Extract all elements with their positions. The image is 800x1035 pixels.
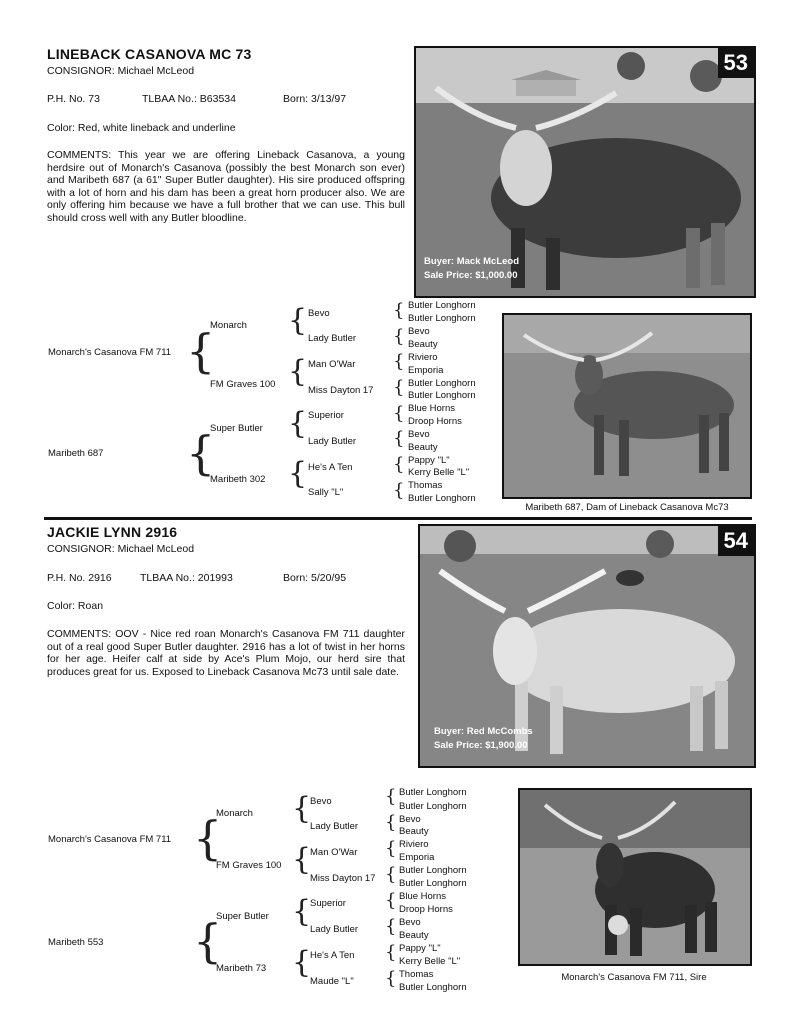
lot-53-born: Born: 3/13/97 xyxy=(283,93,347,105)
pedigree-ggg: Butler Longhorn xyxy=(408,390,476,401)
pedigree-ggg: Bevo xyxy=(399,917,421,928)
pedigree-ggg: Butler Longhorn xyxy=(399,865,467,876)
pedigree-gg: Bevo xyxy=(310,796,332,807)
pedigree-gg: Lady Butler xyxy=(308,436,357,447)
pedigree-ggg: Riviero xyxy=(408,352,438,363)
pedigree-gg: Superior xyxy=(310,898,346,909)
pedigree-dam: Maribeth 687 xyxy=(48,448,104,459)
pedigree-sire: Monarch's Casanova FM 711 xyxy=(48,834,172,845)
pedigree-ggg: Butler Longhorn xyxy=(399,982,467,993)
pedigree-ggg: Butler Longhorn xyxy=(408,313,476,324)
lot-54-born: Born: 5/20/95 xyxy=(283,572,347,584)
lot-53-ph-number: P.H. No. 73 xyxy=(47,93,100,105)
pedigree-ggg: Butler Longhorn xyxy=(399,787,467,798)
pedigree-ggg: Pappy "L" xyxy=(399,943,441,954)
brace: { xyxy=(186,426,216,480)
pedigree-gg: Maude "L" xyxy=(310,976,354,987)
pedigree-ggg: Pappy "L" xyxy=(408,455,450,466)
pedigree-ggg: Kerry Belle "L" xyxy=(399,956,461,967)
lot-53-tlbaa-number: TLBAA No.: B63534 xyxy=(142,93,236,105)
pedigree-ggg: Beauty xyxy=(408,442,438,453)
lot-53-number-badge: 53 xyxy=(718,48,754,78)
pedigree-ggg: Kerry Belle "L" xyxy=(408,467,470,478)
pedigree-g1: Monarch xyxy=(216,808,253,819)
pedigree-gg: He's A Ten xyxy=(308,462,353,473)
lot-53-dam-caption: Maribeth 687, Dam of Lineback Casanova Mc73 xyxy=(525,502,729,513)
lot-53-title: LINEBACK CASANOVA MC 73 xyxy=(47,46,252,62)
brace: { xyxy=(288,406,308,441)
pedigree-ggg: Blue Horns xyxy=(408,403,455,414)
pedigree-ggg: Emporia xyxy=(408,365,444,376)
lot-54-sire-photo xyxy=(518,788,752,966)
pedigree-ggg: Beauty xyxy=(399,826,429,837)
pedigree-g2: FM Graves 100 xyxy=(216,860,282,871)
pedigree-g3: Super Butler xyxy=(210,423,263,434)
pedigree-gg: Man O'War xyxy=(308,359,356,370)
pedigree-gg: Superior xyxy=(308,410,344,421)
pedigree-ggg: Butler Longhorn xyxy=(408,378,476,389)
brace: { xyxy=(186,324,216,378)
pedigree-gg: Sally "L" xyxy=(308,487,344,498)
pedigree-ggg: Droop Horns xyxy=(399,904,453,915)
pedigree-sire: Monarch's Casanova FM 711 xyxy=(48,347,172,358)
brace: { xyxy=(288,303,308,338)
lot-53-photo xyxy=(414,46,756,298)
lot-54-photo xyxy=(418,524,756,768)
pedigree-ggg: Droop Horns xyxy=(408,416,462,427)
pedigree-ggg: Butler Longhorn xyxy=(399,801,467,812)
pedigree-gg: Lady Butler xyxy=(310,821,359,832)
pedigree-ggg: Beauty xyxy=(399,930,429,941)
pedigree-ggg: Beauty xyxy=(408,339,438,350)
pedigree-g4: Maribeth 73 xyxy=(216,963,267,974)
pedigree-gg: Lady Butler xyxy=(310,924,359,935)
lot-54-color: Color: Roan xyxy=(47,600,104,612)
lot-53-comments: COMMENTS: This year we are offering Lineback Casanova, a young herdsire out of Monarch's Casanova (possibly the best Monarch son ever) and Maribeth 687 (a 61" Super Butler daughter). His sire produced offspring with a lot of horn and his dam has been a great horn producer also. We are only offering him because we have a full brother that we can use. This bull should cross well with any Butler bloodline. xyxy=(47,149,405,224)
lot-54-buyer: Buyer: Red McCombs xyxy=(434,726,533,737)
pedigree-ggg: Butler Longhorn xyxy=(399,878,467,889)
brace: { xyxy=(288,354,308,389)
pedigree-ggg: Butler Longhorn xyxy=(408,300,476,311)
lot-53-sale-price: Sale Price: $1,000.00 xyxy=(424,270,518,281)
lot-54-consignor: CONSIGNOR: Michael McLeod xyxy=(47,543,195,555)
lot-54-ph-number: P.H. No. 2916 xyxy=(47,572,112,584)
lot-53-buyer: Buyer: Mack McLeod xyxy=(424,256,520,267)
lot-53-color: Color: Red, white lineback and underline xyxy=(47,122,236,134)
pedigree-ggg: Riviero xyxy=(399,839,429,850)
pedigree-gg: Miss Dayton 17 xyxy=(308,385,374,396)
pedigree-ggg: Thomas xyxy=(399,969,434,980)
lot-53-dam-photo xyxy=(502,313,752,499)
pedigree-g3: Super Butler xyxy=(216,911,269,922)
lot-54-sale-price: Sale Price: $1,900.00 xyxy=(434,740,528,751)
section-divider xyxy=(44,517,752,520)
pedigree-gg: Miss Dayton 17 xyxy=(310,873,376,884)
pedigree-ggg: Thomas xyxy=(408,480,443,491)
lot-54-sire-caption: Monarch's Casanova FM 711, Sire xyxy=(561,972,707,983)
pedigree-g2: FM Graves 100 xyxy=(210,379,276,390)
pedigree-ggg: Blue Horns xyxy=(399,891,446,902)
pedigree-g1: Monarch xyxy=(210,320,247,331)
pedigree-ggg: Emporia xyxy=(399,852,435,863)
pedigree-dam: Maribeth 553 xyxy=(48,937,104,948)
pedigree-ggg: Butler Longhorn xyxy=(408,493,476,504)
lot-54-number-badge: 54 xyxy=(718,526,754,556)
lot-54-tlbaa-number: TLBAA No.: 201993 xyxy=(140,572,233,584)
brace: { xyxy=(288,456,308,491)
pedigree-gg: Lady Butler xyxy=(308,333,357,344)
pedigree-gg: He's A Ten xyxy=(310,950,355,961)
pedigree-ggg: Bevo xyxy=(399,814,421,825)
pedigree-g4: Maribeth 302 xyxy=(210,474,266,485)
pedigree-ggg: Bevo xyxy=(408,326,430,337)
pedigree-ggg: Bevo xyxy=(408,429,430,440)
pedigree-gg: Bevo xyxy=(308,308,330,319)
pedigree-gg: Man O'War xyxy=(310,847,358,858)
lot-53-consignor: CONSIGNOR: Michael McLeod xyxy=(47,65,195,77)
lot-54-comments: COMMENTS: OOV - Nice red roan Monarch's Casanova FM 711 daughter out of a real good Super Butler daughter. 2916 has a lot of twist in her horns for her age. Heifer calf at side by Ace's Plum Mojo, our herd sire that produces great for us. Exposed to Lineback Casanova Mc73 until sale date. xyxy=(47,628,405,678)
lot-54-title: JACKIE LYNN 2916 xyxy=(47,524,178,540)
